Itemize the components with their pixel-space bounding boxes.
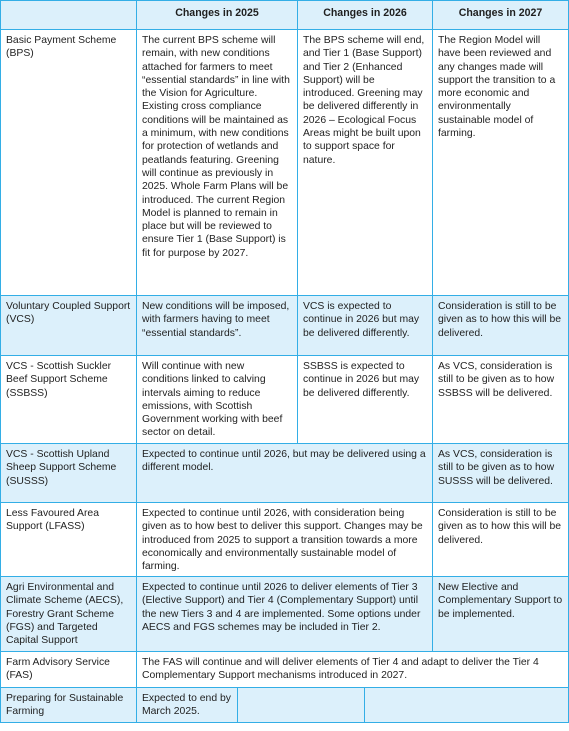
preparing-2027 <box>365 688 569 723</box>
aecs-2027: New Elective and Complementary Support to be implemented. <box>433 577 569 652</box>
row-label-aecs: Agri Environmental and Climate Scheme (AECS), Forestry Grant Scheme (FGS) and Targeted Capital Support <box>0 577 137 652</box>
lfass-2027: Consideration is still to be given as to how this will be delivered. <box>433 503 569 577</box>
ssbss-2025: Will continue with new conditions linked to calving intervals aiming to reduce emissions, with Scottish Government working with beef sector on detail. <box>137 356 298 444</box>
bps-2026: The BPS scheme will end, and Tier 1 (Base Support) and Tier 2 (Enhanced Support) will be introduced. Greening may be delivered differently in 2026 – Ecological Focus Areas might be built upon to support space for nature. <box>298 30 433 296</box>
row-label-ssbss: VCS - Scottish Suckler Beef Support Scheme (SSBSS) <box>0 356 137 444</box>
lfass-2025-2026: Expected to continue until 2026, with consideration being given as to how best to deliver this support. Changes may be introduced from 2025 to support a transition towards a more economically and environmentally sustainable model of farming. <box>137 503 433 577</box>
vcs-2026: VCS is expected to continue in 2026 but may be delivered differently. <box>298 296 433 356</box>
preparing-2026 <box>238 688 365 723</box>
vcs-2027: Consideration is still to be given as to how this will be delivered. <box>433 296 569 356</box>
ssbss-2026: SSBSS is expected to continue in 2026 but may be delivered differently. <box>298 356 433 444</box>
susss-2027: As VCS, consideration is still to be given as to how SUSSS will be delivered. <box>433 444 569 503</box>
header-2027: Changes in 2027 <box>433 0 569 30</box>
vcs-2025: New conditions will be imposed, with farmers having to meet “essential standards”. <box>137 296 298 356</box>
row-label-fas: Farm Advisory Service (FAS) <box>0 652 137 688</box>
row-label-vcs: Voluntary Coupled Support (VCS) <box>0 296 137 356</box>
fas-all-years: The FAS will continue and will deliver elements of Tier 4 and adapt to deliver the Tier 4 Complementary Support mechanisms introduced in 2027. <box>137 652 569 688</box>
row-label-bps: Basic Payment Scheme (BPS) <box>0 30 137 296</box>
bps-2025: The current BPS scheme will remain, with new conditions attached for farmers to meet “essential standards” in line with the Vision for Agriculture. Existing cross compliance conditions will be maintained as a minimum, with new conditions for protection of wetlands and peatlands featuring. Greening will continue as previously in 2025. Whole Farm Plans will be introduced. The current Region Model is planned to remain in place but will be reviewed to ensure Tier 1 (Base Support) is fit for purpose by 2027. <box>137 30 298 296</box>
row-label-susss: VCS - Scottish Upland Sheep Support Scheme (SUSSS) <box>0 444 137 503</box>
ssbss-2027: As VCS, consideration is still to be given as to how SSBSS will be delivered. <box>433 356 569 444</box>
susss-2025-2026: Expected to continue until 2026, but may be delivered using a different model. <box>137 444 433 503</box>
aecs-2025-2026: Expected to continue until 2026 to deliver elements of Tier 3 (Elective Support) and Tier 4 (Complementary Support) until the new Tiers 3 and 4 are implemented. Some options under AECS and FGS schemes may be included in Tier 2. <box>137 577 433 652</box>
header-2025: Changes in 2025 <box>137 0 298 30</box>
bps-2027: The Region Model will have been reviewed and any changes made will support the transition to a more economic and environmentally sustainable model of farming. <box>433 30 569 296</box>
header-2026: Changes in 2026 <box>298 0 433 30</box>
row-label-preparing: Preparing for Sustainable Farming <box>0 688 137 723</box>
header-blank-cell <box>0 0 137 30</box>
row-label-lfass: Less Favoured Area Support (LFASS) <box>0 503 137 577</box>
preparing-2025: Expected to end by March 2025. <box>137 688 238 723</box>
